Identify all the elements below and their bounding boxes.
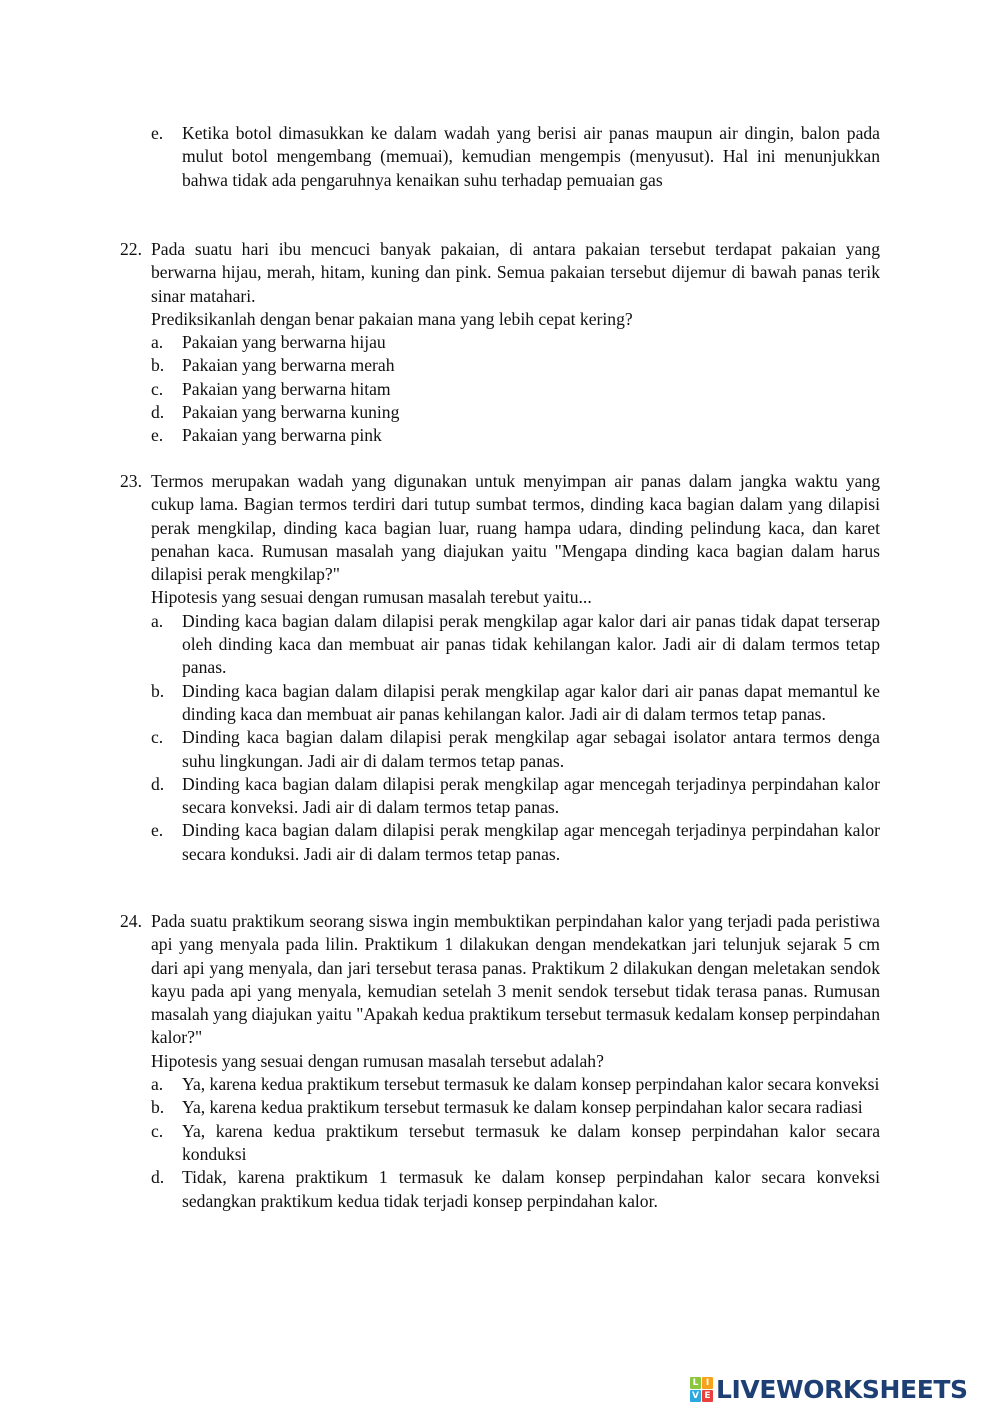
option-list <box>151 610 880 866</box>
option-a[interactable] <box>151 1073 880 1096</box>
option-letter: b. <box>151 355 165 376</box>
option-letter: a. <box>151 1074 164 1095</box>
option-letter: e. <box>151 820 164 841</box>
option-text: Dinding kaca bagian dalam dilapisi perak mengkilap agar mencegah terjadinya perpindahan kalor secara konduksi. Jadi air di dalam termos tetap panas. <box>182 820 880 864</box>
option-letter: d. <box>151 402 165 423</box>
liveworksheets-logo <box>690 1374 968 1404</box>
question-24 <box>120 910 880 1213</box>
stem-paragraph: Pada suatu praktikum seorang siswa ingin membuktikan perpindahan kalor yang terjadi pada peristiwa api yang menyala pada lilin. Praktikum 1 dilakukan dengan mendekatkan jari telunjuk sejarak 5 cm dari api yang menyala, dan jari tersebut terasa panas. Praktikum 2 dilakukan dengan meletakan sendok kayu pada api yang menyala, kemudian setelah 3 menit sendok tersebut tidak terasa panas. Rumusan masalah yang diajukan yaitu "Apakah kedua praktikum tersebut termasuk kedalam konsep perpindahan kalor?" <box>151 911 880 1048</box>
question-stem <box>151 470 880 610</box>
live-tiles-icon <box>690 1377 713 1402</box>
question-number: 22. <box>120 239 142 259</box>
option-c[interactable] <box>151 378 880 401</box>
option-letter: d. <box>151 1167 165 1188</box>
option-text: Ya, karena kedua praktikum tersebut termasuk ke dalam konsep perpindahan kalor secara konveksi <box>182 1074 880 1095</box>
stem-paragraph: Pada suatu hari ibu mencuci banyak pakaian, di antara pakaian tersebut terdapat pakaian yang berwarna hijau, merah, hitam, kuning dan pink. Semua pakaian tersebut dijemur di bawah panas terik sinar matahari. <box>151 239 880 306</box>
tile-v: V <box>690 1390 701 1402</box>
question-23 <box>120 470 880 866</box>
option-text: Dinding kaca bagian dalam dilapisi perak mengkilap agar mencegah terjadinya perpindahan kalor secara konveksi. Jadi air di dalam termos tetap panas. <box>182 773 880 818</box>
option-text: Pakaian yang berwarna hijau <box>182 332 386 353</box>
option-e[interactable] <box>151 424 880 447</box>
option-text: Dinding kaca bagian dalam dilapisi perak mengkilap agar kalor dari air panas dapat memantul ke dinding kaca dan membuat air panas kehilangan kalor. Jadi air di dalam termos tetap panas. <box>182 680 880 724</box>
question-stem <box>151 238 880 331</box>
option-a[interactable] <box>151 610 880 680</box>
option-e[interactable] <box>151 819 880 866</box>
option-letter: b. <box>151 680 165 701</box>
option-text: Pakaian yang berwarna merah <box>182 355 395 376</box>
option-list <box>151 331 880 447</box>
option-d[interactable] <box>151 1166 880 1213</box>
option-text: Tidak, karena praktikum 1 termasuk ke dalam konsep perpindahan kalor secara konveksi sedangkan praktikum kedua tidak terjadi konsep perpindahan kalor. <box>182 1167 880 1211</box>
prev-question-option-e <box>151 122 880 192</box>
option-d[interactable] <box>151 773 880 820</box>
option-letter: c. <box>151 378 164 399</box>
option-a[interactable] <box>151 331 880 354</box>
option-d[interactable] <box>151 401 880 424</box>
tile-i: I <box>702 1377 713 1389</box>
option-text: Ketika botol dimasukkan ke dalam wadah yang berisi air panas maupun air dingin, balon pada mulut botol mengembang (memuai), kemudian mengempis (menyusut). Hal ini menunjukkan bahwa tidak ada pengaruhnya kenaikan suhu terhadap pemuaian gas <box>182 123 880 190</box>
question-number: 24. <box>120 911 142 931</box>
option-c[interactable] <box>151 726 880 773</box>
option-letter: e. <box>151 123 164 143</box>
option-text: Pakaian yang berwarna pink <box>182 425 382 446</box>
stem-prompt: Hipotesis yang sesuai dengan rumusan masalah tersebut adalah? <box>151 1050 604 1071</box>
option-text: Dinding kaca bagian dalam dilapisi perak mengkilap agar kalor dari air panas tidak dapat terserap oleh dinding kaca dan membuat air panas tidak kehilangan kalor. Jadi air di dalam termos tetap panas. <box>182 610 880 678</box>
question-22 <box>120 238 880 448</box>
option-b[interactable] <box>151 1096 880 1119</box>
stem-prompt: Prediksikanlah dengan benar pakaian mana yang lebih cepat kering? <box>151 308 633 329</box>
option-text: Pakaian yang berwarna kuning <box>182 402 400 423</box>
option-letter: a. <box>151 332 164 353</box>
option-letter: a. <box>151 610 164 631</box>
option-list <box>151 1073 880 1213</box>
option-letter: c. <box>151 1120 164 1141</box>
option-text: Dinding kaca bagian dalam dilapisi perak mengkilap agar sebagai isolator antara termos denga suhu lingkungan. Jadi air di dalam termos tetap panas. <box>182 727 880 771</box>
option-text: Pakaian yang berwarna hitam <box>182 378 391 399</box>
option-letter: e. <box>151 425 164 446</box>
question-number: 23. <box>120 471 142 491</box>
option-text: Ya, karena kedua praktikum tersebut termasuk ke dalam konsep perpindahan kalor secara konduksi <box>182 1120 880 1164</box>
stem-prompt: Hipotesis yang sesuai dengan rumusan masalah terebut yaitu... <box>151 587 592 608</box>
option-b[interactable] <box>151 354 880 377</box>
question-stem <box>151 910 880 1073</box>
stem-paragraph: Termos merupakan wadah yang digunakan untuk menyimpan air panas dalam jangka waktu yang cukup lama. Bagian termos terdiri dari tutup sumbat termos, dinding kaca bagian dalam yang dilapisi perak mengkilap, dinding kaca bagian luar, ruang hampa udara, dinding pelindung kaca, dan karet penahan kaca. Rumusan masalah yang diajukan yaitu "Mengapa dinding kaca bagian dalam harus dilapisi perak mengkilap?" <box>151 471 880 585</box>
tile-e: E <box>702 1390 713 1402</box>
option-letter: b. <box>151 1097 165 1118</box>
tile-l: L <box>690 1377 701 1389</box>
option-b[interactable] <box>151 680 880 727</box>
option-c[interactable] <box>151 1120 880 1167</box>
option-text: Ya, karena kedua praktikum tersebut termasuk ke dalam konsep perpindahan kalor secara radiasi <box>182 1097 863 1118</box>
logo-text: LIVEWORKSHEETS <box>716 1374 968 1404</box>
option-letter: c. <box>151 727 164 748</box>
option-letter: d. <box>151 773 165 794</box>
